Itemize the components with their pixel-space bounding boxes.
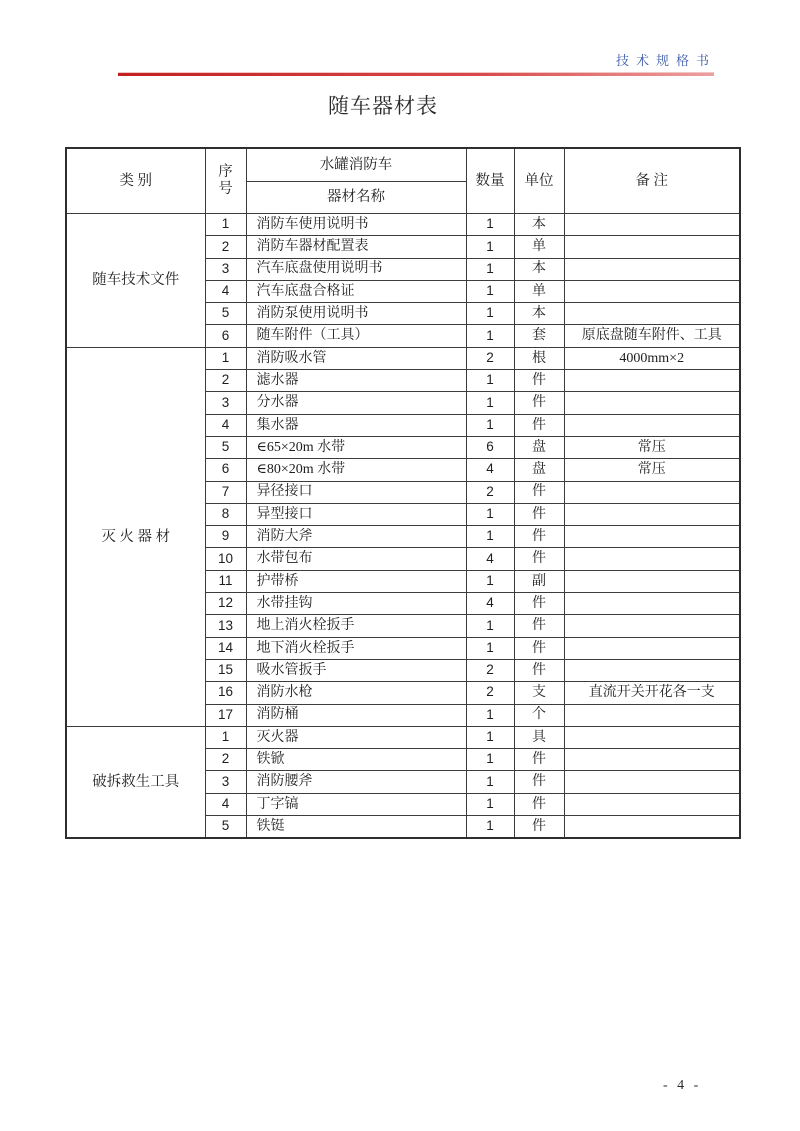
- cell-name: 消防车器材配置表: [246, 236, 466, 258]
- cell-name: 随车附件（工具）: [246, 325, 466, 347]
- cell-qty: 1: [466, 392, 514, 414]
- cell-no: 2: [205, 370, 246, 392]
- cell-remark: [564, 793, 740, 815]
- cell-remark: [564, 704, 740, 726]
- cell-remark: [564, 370, 740, 392]
- cell-name: 吸水管扳手: [246, 659, 466, 681]
- cell-unit: 本: [514, 214, 564, 236]
- header-category: 类 别: [66, 148, 205, 214]
- cell-no: 5: [205, 436, 246, 458]
- cell-name: 消防桶: [246, 704, 466, 726]
- cell-name: 消防泵使用说明书: [246, 303, 466, 325]
- cell-unit: 件: [514, 816, 564, 839]
- cell-no: 8: [205, 503, 246, 525]
- cell-qty: 2: [466, 347, 514, 369]
- cell-name: 铁铤: [246, 816, 466, 839]
- cell-unit: 根: [514, 347, 564, 369]
- cell-unit: 盘: [514, 436, 564, 458]
- cell-qty: 2: [466, 481, 514, 503]
- cell-qty: 1: [466, 414, 514, 436]
- page-number: - 4 -: [663, 1078, 702, 1093]
- page-title: 随车器材表: [328, 94, 438, 118]
- cell-qty: 1: [466, 258, 514, 280]
- cell-remark: 4000mm×2: [564, 347, 740, 369]
- cell-no: 7: [205, 481, 246, 503]
- cell-unit: 套: [514, 325, 564, 347]
- cell-no: 1: [205, 726, 246, 748]
- cell-qty: 2: [466, 682, 514, 704]
- cell-remark: 直流开关开花各一支: [564, 682, 740, 704]
- cell-name: 消防车使用说明书: [246, 214, 466, 236]
- cell-unit: 件: [514, 481, 564, 503]
- cell-name: 分水器: [246, 392, 466, 414]
- cell-unit: 单: [514, 236, 564, 258]
- category-cell: 灭 火 器 材: [66, 347, 205, 726]
- table-row: [66, 347, 740, 369]
- cell-remark: [564, 392, 740, 414]
- cell-remark: [564, 726, 740, 748]
- equipment-table: [65, 147, 741, 839]
- cell-qty: 1: [466, 303, 514, 325]
- cell-no: 13: [205, 615, 246, 637]
- cell-qty: 1: [466, 526, 514, 548]
- cell-name: 异径接口: [246, 481, 466, 503]
- cell-remark: [564, 637, 740, 659]
- cell-qty: 4: [466, 593, 514, 615]
- cell-qty: 1: [466, 749, 514, 771]
- header-index-char1: 序: [218, 163, 233, 180]
- cell-name: 集水器: [246, 414, 466, 436]
- cell-qty: 1: [466, 370, 514, 392]
- cell-remark: [564, 236, 740, 258]
- cell-name: 丁字镐: [246, 793, 466, 815]
- cell-no: 9: [205, 526, 246, 548]
- cell-no: 6: [205, 459, 246, 481]
- cell-qty: 2: [466, 659, 514, 681]
- cell-remark: [564, 659, 740, 681]
- cell-no: 15: [205, 659, 246, 681]
- cell-no: 12: [205, 593, 246, 615]
- cell-qty: 1: [466, 793, 514, 815]
- cell-qty: 1: [466, 816, 514, 839]
- header-row-1: [66, 148, 740, 182]
- cell-no: 5: [205, 303, 246, 325]
- cell-no: 1: [205, 214, 246, 236]
- table-row: [66, 214, 740, 236]
- cell-name: 水带挂钩: [246, 593, 466, 615]
- cell-no: 6: [205, 325, 246, 347]
- cell-no: 4: [205, 414, 246, 436]
- cell-unit: 件: [514, 526, 564, 548]
- cell-name: 消防腰斧: [246, 771, 466, 793]
- cell-no: 2: [205, 749, 246, 771]
- cell-qty: 1: [466, 570, 514, 592]
- header-quantity: 数量: [466, 148, 514, 214]
- cell-remark: [564, 280, 740, 302]
- cell-no: 3: [205, 771, 246, 793]
- category-cell: 随车技术文件: [66, 214, 205, 348]
- cell-remark: [564, 481, 740, 503]
- header-equipment-name: 器材名称: [246, 182, 466, 214]
- header-index-char2: 号: [218, 181, 233, 197]
- cell-name: 异型接口: [246, 503, 466, 525]
- cell-name: 汽车底盘使用说明书: [246, 258, 466, 280]
- cell-name: 地上消火栓扳手: [246, 615, 466, 637]
- cell-name: ∈65×20m 水带: [246, 436, 466, 458]
- cell-unit: 件: [514, 503, 564, 525]
- header-index: [205, 148, 246, 214]
- cell-name: 汽车底盘合格证: [246, 280, 466, 302]
- cell-no: 17: [205, 704, 246, 726]
- cell-no: 3: [205, 258, 246, 280]
- doc-header-label: 技术规格书: [615, 53, 716, 68]
- cell-unit: 本: [514, 303, 564, 325]
- cell-qty: 1: [466, 280, 514, 302]
- cell-qty: 1: [466, 214, 514, 236]
- cell-unit: 副: [514, 570, 564, 592]
- cell-remark: [564, 214, 740, 236]
- cell-name: 消防大斧: [246, 526, 466, 548]
- cell-remark: [564, 615, 740, 637]
- table-row: [66, 726, 740, 748]
- cell-remark: [564, 548, 740, 570]
- cell-remark: 常压: [564, 436, 740, 458]
- cell-qty: 1: [466, 726, 514, 748]
- header-vehicle-type: 水罐消防车: [246, 148, 466, 182]
- cell-name: 铁锨: [246, 749, 466, 771]
- cell-qty: 1: [466, 503, 514, 525]
- cell-unit: 件: [514, 548, 564, 570]
- cell-unit: 件: [514, 793, 564, 815]
- cell-name: 消防吸水管: [246, 347, 466, 369]
- cell-remark: 原底盘随车附件、工具: [564, 325, 740, 347]
- cell-remark: [564, 526, 740, 548]
- cell-no: 4: [205, 793, 246, 815]
- cell-remark: 常压: [564, 459, 740, 481]
- cell-unit: 件: [514, 659, 564, 681]
- cell-remark: [564, 414, 740, 436]
- equipment-table-header: [66, 148, 740, 214]
- cell-no: 1: [205, 347, 246, 369]
- cell-name: 护带桥: [246, 570, 466, 592]
- cell-qty: 6: [466, 436, 514, 458]
- cell-qty: 1: [466, 771, 514, 793]
- cell-remark: [564, 593, 740, 615]
- cell-unit: 个: [514, 704, 564, 726]
- cell-unit: 盘: [514, 459, 564, 481]
- cell-no: 10: [205, 548, 246, 570]
- header-rule: [118, 73, 714, 76]
- cell-remark: [564, 303, 740, 325]
- cell-qty: 1: [466, 637, 514, 659]
- cell-qty: 1: [466, 615, 514, 637]
- cell-no: 2: [205, 236, 246, 258]
- cell-unit: 件: [514, 414, 564, 436]
- cell-no: 14: [205, 637, 246, 659]
- cell-no: 16: [205, 682, 246, 704]
- cell-unit: 件: [514, 370, 564, 392]
- cell-remark: [564, 503, 740, 525]
- cell-unit: 件: [514, 593, 564, 615]
- cell-qty: 4: [466, 459, 514, 481]
- cell-name: ∈80×20m 水带: [246, 459, 466, 481]
- cell-no: 5: [205, 816, 246, 839]
- cell-name: 滤水器: [246, 370, 466, 392]
- cell-no: 11: [205, 570, 246, 592]
- cell-qty: 1: [466, 704, 514, 726]
- cell-name: 水带包布: [246, 548, 466, 570]
- cell-qty: 4: [466, 548, 514, 570]
- cell-remark: [564, 749, 740, 771]
- cell-unit: 件: [514, 637, 564, 659]
- equipment-table-body: [66, 214, 740, 839]
- cell-no: 4: [205, 280, 246, 302]
- cell-remark: [564, 771, 740, 793]
- cell-unit: 本: [514, 258, 564, 280]
- cell-unit: 件: [514, 615, 564, 637]
- cell-unit: 具: [514, 726, 564, 748]
- cell-name: 消防水枪: [246, 682, 466, 704]
- cell-unit: 支: [514, 682, 564, 704]
- cell-remark: [564, 816, 740, 839]
- cell-name: 灭火器: [246, 726, 466, 748]
- cell-unit: 件: [514, 392, 564, 414]
- cell-qty: 1: [466, 325, 514, 347]
- category-cell: 破拆救生工具: [66, 726, 205, 838]
- cell-no: 3: [205, 392, 246, 414]
- cell-qty: 1: [466, 236, 514, 258]
- cell-remark: [564, 258, 740, 280]
- header-remark: 备 注: [564, 148, 740, 214]
- cell-name: 地下消火栓扳手: [246, 637, 466, 659]
- cell-unit: 件: [514, 771, 564, 793]
- header-unit: 单位: [514, 148, 564, 214]
- cell-unit: 件: [514, 749, 564, 771]
- cell-unit: 单: [514, 280, 564, 302]
- cell-remark: [564, 570, 740, 592]
